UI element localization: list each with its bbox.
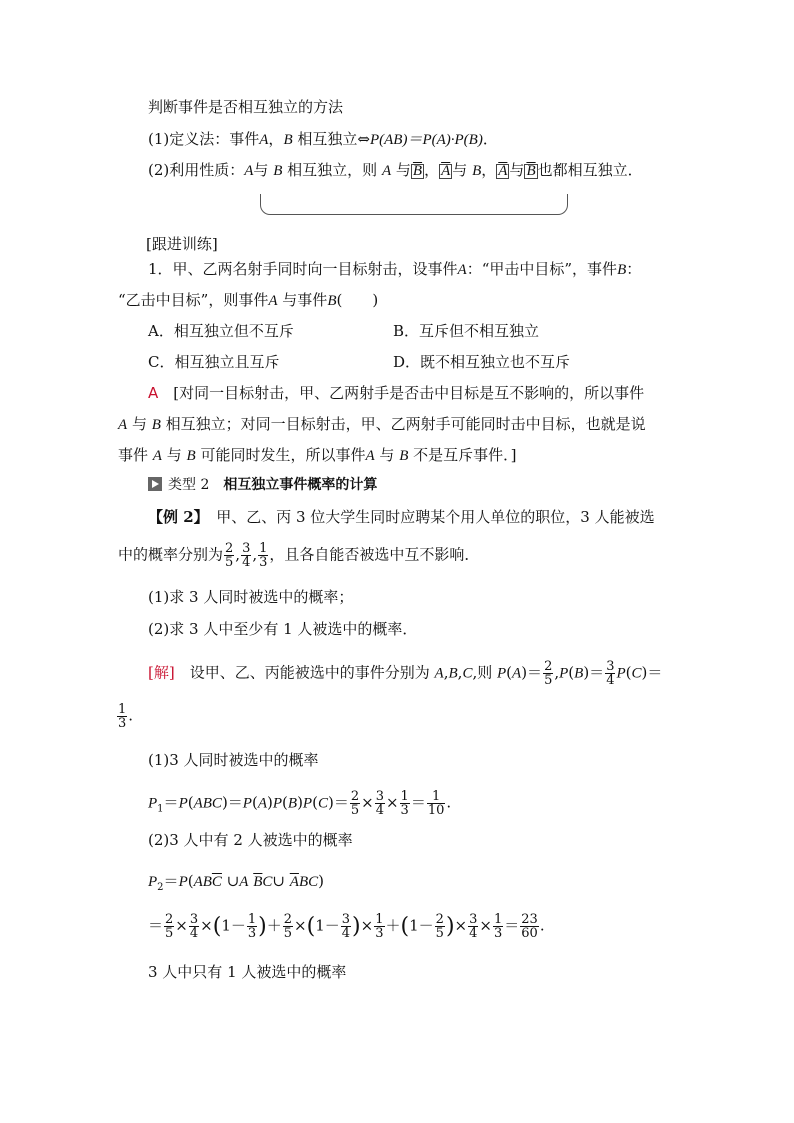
- solution-part-2-title: (2)3 人中有 2 人被选中的概率: [148, 831, 353, 849]
- solution-part-3-title: 3 人中只有 1 人被选中的概率: [148, 963, 347, 981]
- option-b: B．互斥但不相互独立: [393, 322, 540, 340]
- method-box-bracket: [260, 194, 568, 215]
- example-question-2: (2)求 3 人中至少有 1 人被选中的概率．: [148, 620, 418, 638]
- answer-letter: A: [148, 384, 159, 402]
- section-heading: 类型 2 相互独立事件概率的计算: [148, 475, 377, 495]
- answer-explanation-line-1: A [对同一目标射击，甲、乙两射手是否击中目标是互不影响的，所以事件: [148, 384, 645, 402]
- play-triangle-icon: [148, 477, 162, 491]
- answer-explanation-line-2: A 与 B 相互独立；对同一目标射击，甲、乙两射手可能同时击中目标，也就是说: [118, 415, 646, 433]
- option-a: A．相互独立但不互斥: [148, 322, 294, 340]
- question-1-line-1: 1．甲、乙两名射手同时向一目标射击，设事件A：“甲击中目标”，事件B：: [148, 260, 642, 278]
- example-question-1: (1)求 3 人同时被选中的概率；: [148, 588, 354, 606]
- solution-line-1: [解] 设甲、乙、丙能被选中的事件分别为 A,B,C,则 P(A)＝ $\frac{2}{5}$ ,P(B)＝ $\frac{3}{4}$ P(C)＝: [148, 659, 663, 688]
- solution-part-2-calc: ＝ $\frac{2}{5}$ × $\frac{3}{4}$ ×(1－ $\frac{1}{3}$ )＋ $\frac{2}{5}$ ×(1－ $\frac{3}{4}$ )× $\frac{1}{3}$ ＋(1－ $\frac{2}{5}$ )× $\frac{3}{4}$ × $\frac{1}{3}$ ＝ $\frac{23}{60}$ .: [148, 912, 545, 941]
- question-1-line-2: “乙击中目标”，则事件A 与事件B( ): [118, 291, 379, 309]
- solution-part-1-formula: $P_1=P(ABC)=P(A)P(B)P(C)=$ $\frac{2}{5}$ × $\frac{3}{4}$ × $\frac{1}{3}$ ＝ $\frac{1}{10}$ .: [148, 789, 452, 818]
- example-line-1: 【例 2】 甲、乙、丙 3 位大学生同时应聘某个用人单位的职位，3 人能被选: [148, 508, 655, 526]
- option-d: D．既不相互独立也不互斥: [393, 353, 571, 371]
- method-item-1: (1)定义法：事件A，B 相互独立⇔P(AB)＝P(A)·P(B)．: [148, 130, 498, 148]
- answer-explanation-line-3: 事件 A 与 B 可能同时发生，所以事件A 与 B 不是互斥事件．]: [118, 446, 517, 464]
- practice-header: [跟进训练]: [146, 235, 218, 253]
- solution-line-1-cont: $\frac{1}{3}$ .: [118, 702, 134, 731]
- option-c: C．相互独立且互斥: [148, 353, 280, 371]
- solution-part-1-title: (1)3 人同时被选中的概率: [148, 751, 319, 769]
- method-item-2: (2)利用性质：A与 B 相互独立，则 A 与 $\overline{B}$ ， $\overline{A}$ 与 B， $\overline{A}$ 与 $\overline{B}$ 也都相互独立．: [148, 161, 643, 179]
- example-line-2: 中的概率分别为 $\frac{2}{5}$ , $\frac{3}{4}$ , $\frac{1}{3}$ ，且各自能否被选中互不影响．: [118, 541, 480, 570]
- method-title: 判断事件是否相互独立的方法: [148, 98, 344, 116]
- solution-part-2-formula: $P_2=P(AB\overline{C}$ ∪A $\overline{B}C\cup$ $\overline{A}BC$): [148, 872, 324, 893]
